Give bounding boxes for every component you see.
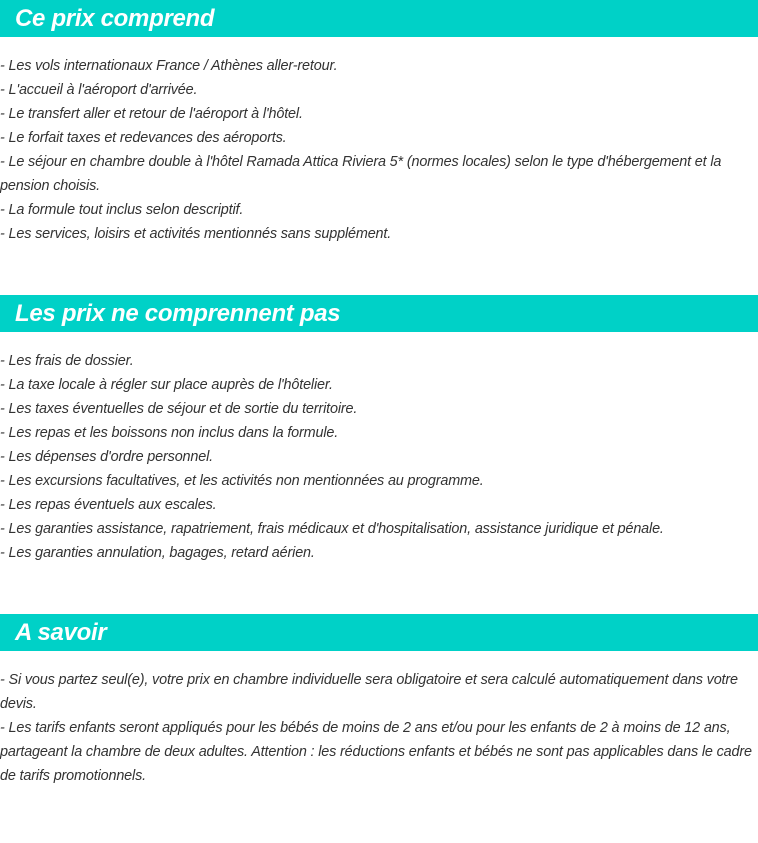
list-item: - La taxe locale à régler sur place auprès de l'hôtelier. bbox=[0, 377, 333, 393]
section-header-band bbox=[0, 295, 758, 332]
section-header-band bbox=[0, 614, 758, 651]
list-item: - Les garanties annulation, bagages, retard aérien. bbox=[0, 545, 315, 561]
list-item: - Les garanties assistance, rapatriement, frais médicaux et d'hospitalisation, assistance juridique et pénale. bbox=[0, 521, 664, 537]
list-item: - Les frais de dossier. bbox=[0, 353, 134, 369]
list-item: - Les tarifs enfants seront appliqués pour les bébés de moins de 2 ans et/ou pour les enfants de 2 à moins de 12 ans, partageant la chambre de deux adultes. Attention : les réductions enfants et bébés ne sont pas applicables dans le cadre de tarifs promotionnels. bbox=[0, 720, 752, 784]
item-list bbox=[0, 349, 758, 565]
list-item: - Le forfait taxes et redevances des aéroports. bbox=[0, 130, 287, 146]
section-title: Les prix ne comprennent pas bbox=[15, 300, 341, 327]
section-good-to-know bbox=[0, 614, 758, 788]
item-list bbox=[0, 668, 758, 788]
list-item: - Si vous partez seul(e), votre prix en chambre individuelle sera obligatoire et sera calculé automatiquement dans votre devis. bbox=[0, 672, 738, 712]
list-item: - Le transfert aller et retour de l'aéroport à l'hôtel. bbox=[0, 106, 303, 122]
item-list bbox=[0, 54, 758, 246]
list-item: - Les excursions facultatives, et les activités non mentionnées au programme. bbox=[0, 473, 484, 489]
section-price-excludes bbox=[0, 295, 758, 565]
section-price-includes bbox=[0, 0, 758, 246]
section-title: A savoir bbox=[15, 619, 107, 646]
list-item: - Le séjour en chambre double à l'hôtel Ramada Attica Riviera 5* (normes locales) selon le type d'hébergement et la pension choisis. bbox=[0, 154, 722, 194]
list-item: - Les taxes éventuelles de séjour et de sortie du territoire. bbox=[0, 401, 358, 417]
list-item: - La formule tout inclus selon descriptif. bbox=[0, 202, 244, 218]
list-item: - Les services, loisirs et activités mentionnés sans supplément. bbox=[0, 226, 392, 242]
section-title: Ce prix comprend bbox=[15, 5, 215, 32]
list-item: - Les repas éventuels aux escales. bbox=[0, 497, 217, 513]
list-item: - Les repas et les boissons non inclus dans la formule. bbox=[0, 425, 339, 441]
list-item: - Les vols internationaux France / Athènes aller-retour. bbox=[0, 58, 338, 74]
section-header-band bbox=[0, 0, 758, 37]
list-item: - Les dépenses d'ordre personnel. bbox=[0, 449, 213, 465]
list-item: - L'accueil à l'aéroport d'arrivée. bbox=[0, 82, 198, 98]
